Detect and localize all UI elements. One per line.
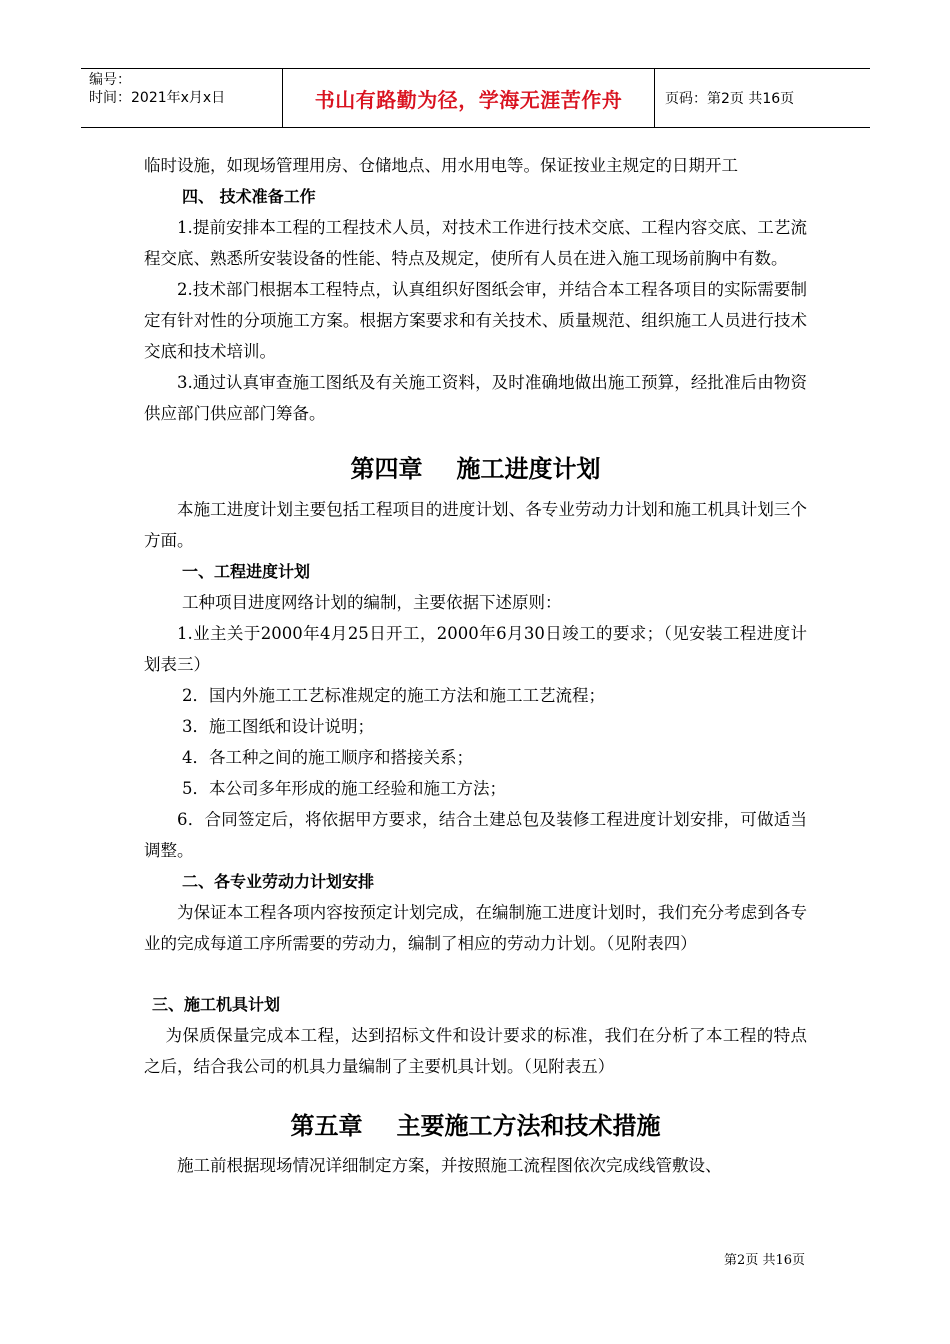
list-item: 6．合同签定后，将依据甲方要求，结合土建总包及装修工程进度计划安排，可做适当调整。: [144, 810, 807, 860]
list-item: 4．各工种之间的施工顺序和搭接关系；: [182, 748, 473, 767]
section-heading-schedule: 一、工程进度计划: [182, 562, 311, 581]
chapter-number: 第五章: [290, 1112, 363, 1140]
list-item: 1.业主关于2000年4月25日开工，2000年6月30日竣工的要求；（见安装工程进度计划表三）: [144, 624, 807, 674]
paragraph: 1.提前安排本工程的工程技术人员，对技术工作进行技术交底、工程内容交底、工艺流程交底、熟悉所安装设备的性能、特点及规定，使所有人员在进入施工现场前胸中有数。: [144, 218, 807, 268]
header-motto: 书山有路勤为径，学海无涯苦作舟: [314, 87, 623, 112]
section-heading-equipment: 三、施工机具计划: [152, 995, 281, 1014]
paragraph: 3.通过认真审查施工图纸及有关施工资料，及时准确地做出施工预算，经批准后由物资供应部门供应部门筹备。: [144, 373, 807, 423]
document-number-label: 编号：: [89, 72, 131, 88]
paragraph: 工种项目进度网络计划的编制，主要依据下述原则：: [182, 593, 562, 612]
list-item: 2．国内外施工工艺标准规定的施工方法和施工工艺流程；: [182, 686, 605, 705]
header-page-cell: [655, 69, 870, 127]
page-footer: 第2页 共16页: [724, 1253, 805, 1268]
paragraph: 为保质保量完成本工程，达到招标文件和设计要求的标准，我们在分析了本工程的特点之后，结合我公司的机具力量编制了主要机具计划。（见附表五）: [144, 1026, 807, 1076]
chapter-title: 主要施工方法和技术措施: [396, 1112, 661, 1140]
header-page-number: 页码：第2页 共16页: [665, 91, 795, 107]
paragraph: 为保证本工程各项内容按预定计划完成，在编制施工进度计划时，我们充分考虑到各专业的完成每道工序所需要的劳动力，编制了相应的劳动力计划。（见附表四）: [144, 903, 807, 953]
page-header: [81, 68, 870, 128]
section-heading-labor: 二、各专业劳动力计划安排: [182, 872, 375, 891]
chapter-number: 第四章: [350, 455, 423, 483]
list-item: 3．施工图纸和设计说明；: [182, 717, 374, 736]
header-motto-cell: [282, 69, 655, 127]
section-heading-technical-prep: 四、 技术准备工作: [182, 187, 316, 206]
list-item: 5．本公司多年形成的施工经验和施工方法；: [182, 779, 506, 798]
paragraph: 本施工进度计划主要包括工程项目的进度计划、各专业劳动力计划和施工机具计划三个方面。: [144, 500, 807, 550]
paragraph: 施工前根据现场情况详细制定方案，并按照施工流程图依次完成线管敷设、: [177, 1156, 722, 1175]
document-body: [144, 150, 807, 1181]
chapter-title: 施工进度计划: [456, 455, 601, 483]
paragraph: 2.技术部门根据本工程特点，认真组织好图纸会审，并结合本工程各项目的实际需要制定有针对性的分项施工方案。根据方案要求和有关技术、质量规范、组织施工人员进行技术交底和技术培训。: [144, 280, 807, 361]
chapter-heading-4: [144, 449, 807, 489]
paragraph: 临时设施，如现场管理用房、仓储地点、用水用电等。保证按业主规定的日期开工: [144, 156, 738, 175]
header-meta: [81, 69, 282, 127]
chapter-heading-5: [144, 1106, 807, 1146]
document-time-label: 时间：2021年x月x日: [89, 90, 226, 106]
